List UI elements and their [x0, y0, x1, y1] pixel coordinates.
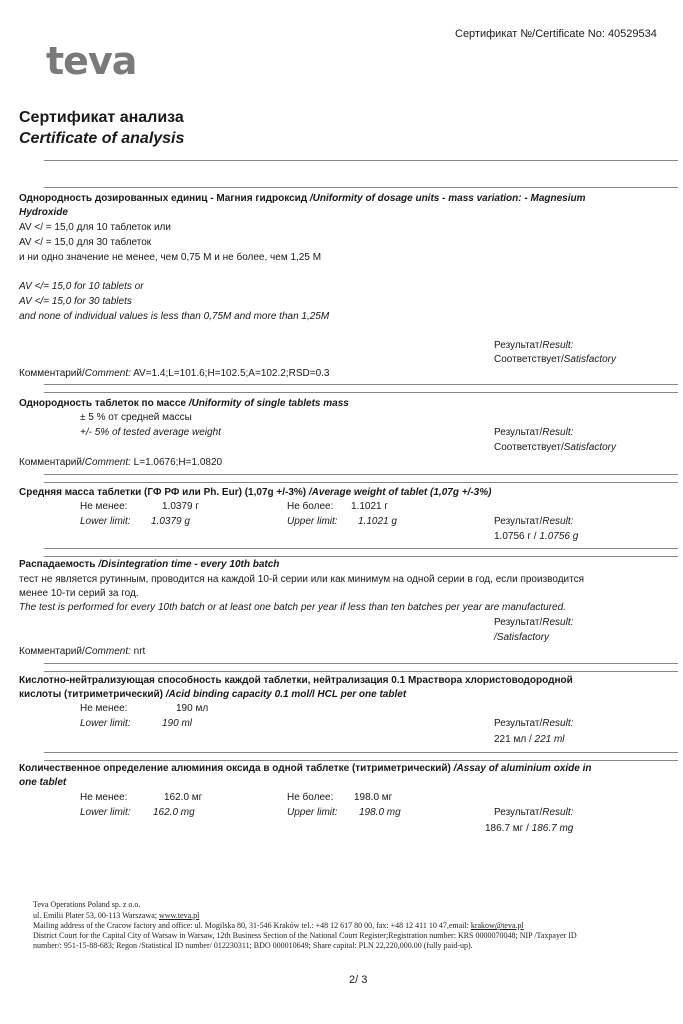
comment-value: L=1.0676;H=1.0820 — [130, 457, 223, 468]
min-value: 190 мл — [176, 703, 209, 714]
note-line-en: The test is performed for every 10th batch or at least one batch per year if less than ten batches per year are manufactured. — [19, 602, 566, 613]
section-title-ru: Однородность дозированных единиц - Магния гидроксид — [19, 193, 308, 204]
criteria-line: ± 5 % от средней массы — [80, 412, 192, 423]
divider — [44, 160, 678, 161]
min-value: 162.0 мг — [164, 792, 203, 803]
section-title-ru: Количественное определение алюминия оксида в одной таблетке (титриметрический) — [19, 763, 451, 774]
lower-label: Lower limit: — [80, 516, 131, 527]
section-disintegration-title — [19, 558, 279, 572]
result-label — [494, 339, 573, 353]
section-title-en: /Uniformity of dosage units - mass variation: - Magnesium — [309, 193, 586, 204]
criteria-line-en: AV </= 15,0 for 10 tablets or — [19, 281, 144, 292]
comment-value: nrt — [130, 646, 146, 657]
note-line: тест не является рутинным, проводится на каждой 10-й серии или как минимум на одной серии в год, если производится — [19, 574, 585, 585]
divider — [44, 384, 678, 385]
divider — [44, 392, 678, 393]
section-title-ru: Распадаемость — [19, 559, 96, 570]
divider — [44, 482, 678, 483]
comment-label-ru: Комментарий/ — [19, 457, 85, 468]
teva-logo — [44, 40, 162, 87]
section-title-en: /Acid binding capacity 0.1 mol/l HCL per one tablet — [162, 689, 407, 700]
lower-value: 190 ml — [162, 718, 193, 729]
divider — [44, 760, 678, 761]
section-title-ru: Однородность таблеток по массе — [19, 398, 186, 409]
max-label: Не более: — [287, 792, 334, 803]
result-label — [494, 806, 573, 820]
result-value-ru: Соответствует/ — [494, 354, 564, 365]
result-label — [494, 717, 573, 731]
result-label-ru: Результат/ — [494, 427, 543, 438]
comment — [19, 645, 145, 659]
result-label — [494, 426, 573, 440]
section-uniformity-mass-title — [19, 397, 349, 411]
min-label: Не менее: — [80, 703, 128, 714]
comment-label-en: Comment: — [84, 457, 131, 468]
min-label: Не менее: — [80, 792, 128, 803]
result-label — [494, 515, 573, 529]
result-value — [494, 530, 578, 544]
footer-court: District Court for the Capital City of Warsaw in Warsaw, 12th Business Section of the National Court Register;Registration number: KRS 0000070048; NIP /Taxpayer ID — [33, 931, 577, 940]
result-value-ru: Соответствует/ — [494, 442, 564, 453]
lower-value: 162.0 mg — [153, 807, 195, 818]
criteria-line-en: and none of individual values is less than 0,75M and more than 1,25M — [19, 311, 330, 322]
result-value — [494, 441, 616, 455]
result-label-en: Result: — [542, 340, 574, 351]
comment — [19, 367, 329, 381]
divider — [44, 556, 678, 557]
certificate-number: Сертификат №/Certificate No: 40529534 — [455, 28, 657, 40]
result-label — [494, 616, 573, 630]
upper-label: Upper limit: — [287, 807, 338, 818]
section-title-ru: кислоты (титриметрический) — [19, 689, 163, 700]
result-value-en: 186.7 mg — [531, 823, 574, 834]
result-value-ru: 1.0756 г / — [494, 531, 540, 542]
result-label-en: Result: — [542, 516, 574, 527]
lower-label: Lower limit: — [80, 718, 131, 729]
criteria-line: AV </ = 15,0 для 10 таблеток или — [19, 222, 171, 233]
result-value — [494, 353, 616, 367]
criteria-line-en: +/- 5% of tested average weight — [80, 427, 221, 438]
upper-label: Upper limit: — [287, 516, 338, 527]
footer-address-text: ul. Emilii Plater 53, 00-113 Warszawa; — [33, 911, 159, 920]
comment-value: AV=1.4;L=101.6;H=102.5;A=102.2;RSD=0.3 — [130, 368, 330, 379]
section-title-en: /Assay of aluminium oxide in — [450, 763, 592, 774]
result-value-ru: 221 мл / — [494, 734, 535, 745]
result-value-en: /Satisfactory — [494, 632, 550, 643]
min-label: Не менее: — [80, 501, 128, 512]
page-number: 2/ 3 — [349, 974, 368, 986]
footer-mailing-text: Mailing address of the Cracow factory and office: ul. Mogilska 80, 31-546 Kraków tel.: +48 12 617 80 00, fax: +48 12 411 10 47,email: — [33, 921, 471, 930]
footer-mailing — [33, 921, 524, 931]
upper-value: 1.1021 g — [358, 516, 397, 527]
max-value: 1.1021 г — [351, 501, 389, 512]
comment-label-ru: Комментарий/ — [19, 368, 85, 379]
divider — [44, 671, 678, 672]
result-value — [494, 733, 565, 747]
result-label-ru: Результат/ — [494, 718, 543, 729]
upper-value: 198.0 mg — [359, 807, 401, 818]
result-label-ru: Результат/ — [494, 516, 543, 527]
result-label-en: Result: — [542, 807, 574, 818]
result-value-ru: 186.7 мг / — [485, 823, 532, 834]
result-value-en: 1.0756 g — [539, 531, 579, 542]
footer-company: Teva Operations Poland sp. z o.o. — [33, 900, 141, 909]
max-value: 198.0 мг — [354, 792, 393, 803]
comment — [19, 456, 222, 470]
section-title-en: /Average weight of tablet (1,07g +/-3%) — [306, 487, 492, 498]
section-title-en-cont: one tablet — [19, 777, 67, 788]
max-label: Не более: — [287, 501, 334, 512]
logo-wordmark: teva — [46, 40, 137, 82]
result-label-en: Result: — [542, 617, 574, 628]
divider — [44, 187, 678, 188]
divider — [44, 663, 678, 664]
criteria-line-en: AV </= 15,0 for 30 tablets — [19, 296, 132, 307]
note-line: менее 10-ти серий за год. — [19, 588, 139, 599]
result-value-en: Satisfactory — [563, 354, 617, 365]
divider — [44, 474, 678, 475]
section-title-ru: Средняя масса таблетки (ГФ РФ или Ph. Eur) (1,07g +/-3%) — [19, 487, 307, 498]
criteria-line: AV </ = 15,0 для 30 таблеток — [19, 237, 152, 248]
section-acid-binding-title-cont — [19, 688, 406, 702]
title-en: Certificate of analysis — [19, 130, 185, 147]
section-title-en-cont: Hydroxide — [19, 207, 68, 218]
divider — [44, 548, 678, 549]
result-label-ru: Результат/ — [494, 340, 543, 351]
section-uniformity-dosage-title — [19, 192, 586, 206]
title-ru: Сертификат анализа — [19, 109, 184, 126]
footer-email-link[interactable]: krakow@teva.pl — [470, 921, 524, 930]
result-value-en: 221 ml — [534, 734, 565, 745]
footer-address — [33, 911, 199, 921]
min-value: 1.0379 г — [162, 501, 200, 512]
footer-website-link[interactable]: www.teva.pl — [159, 911, 200, 920]
divider — [44, 752, 678, 753]
footer-registration: number/: 951-15-88-683; Regon /Statistical ID number/ 012230311; BDO 000010649; Share capital: PLN 22,220,000.00 (fully paid-up). — [33, 941, 473, 950]
result-label-en: Result: — [542, 427, 574, 438]
section-title-en: /Disintegration time - every 10th batch — [95, 559, 280, 570]
comment-label-en: Comment: — [84, 646, 131, 657]
teva-logo-graphic — [44, 40, 162, 82]
section-acid-binding-title: Кислотно-нейтрализующая способность каждой таблетки, нейтрализация 0.1 Мраствора хлористоводородной — [19, 675, 573, 686]
lower-value: 1.0379 g — [151, 516, 190, 527]
lower-label: Lower limit: — [80, 807, 131, 818]
result-label-en: Result: — [542, 718, 574, 729]
comment-label-en: Comment: — [84, 368, 131, 379]
result-label-ru: Результат/ — [494, 617, 543, 628]
section-aluminium-title — [19, 762, 591, 776]
result-value-en: Satisfactory — [563, 442, 617, 453]
section-average-weight-title — [19, 486, 491, 500]
result-label-ru: Результат/ — [494, 807, 543, 818]
comment-label-ru: Комментарий/ — [19, 646, 85, 657]
result-value — [485, 822, 573, 836]
section-title-en: /Uniformity of single tablets mass — [186, 398, 349, 409]
criteria-line: и ни одно значение не менее, чем 0,75 M и не более, чем 1,25 M — [19, 252, 322, 263]
